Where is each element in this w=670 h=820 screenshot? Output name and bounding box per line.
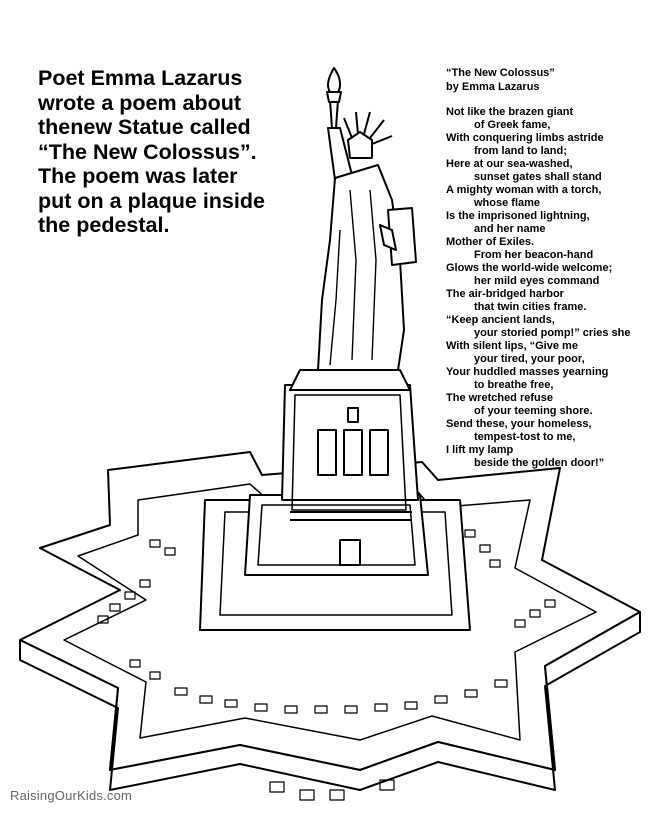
poem-line: “Keep ancient lands, [446, 314, 555, 326]
intro-line: “The New Colossus”. [38, 139, 257, 164]
intro-line: the pedestal. [38, 213, 170, 237]
pedestal-base [200, 495, 470, 630]
poem-line: sunset gates shall stand [474, 171, 602, 183]
poem-line: Mother of Exiles. [446, 236, 535, 248]
poem-line: Here at our sea-washed, [446, 158, 573, 170]
intro-line: thenew Statue called [38, 115, 251, 139]
statue-figure [318, 68, 416, 370]
poem-line: that twin cities frame. [474, 301, 587, 313]
poem-line: Not like the brazen giant [446, 106, 574, 118]
poem-line: A mighty woman with a torch, [446, 184, 602, 196]
poem-line: The air-bridged harbor [446, 288, 564, 300]
poem-line: your storied pomp!” cries she [474, 327, 631, 339]
poem-line: Send these, your homeless, [446, 418, 592, 430]
pedestal-tower [282, 370, 418, 520]
poem-line: Is the imprisoned lightning, [446, 210, 590, 222]
poem-line: whose flame [474, 197, 541, 209]
poem-line: to breathe free, [474, 379, 554, 391]
poem-line: of your teeming shore. [474, 405, 593, 417]
poem-line: From her beacon-hand [474, 249, 594, 261]
poem-line: The wretched refuse [446, 392, 553, 404]
poem-line: from land to land; [474, 145, 567, 157]
poem-line: beside the golden door!” [474, 457, 605, 469]
poem-line: Your huddled masses yearning [446, 366, 609, 378]
site-watermark: RaisingOurKids.com [10, 788, 133, 803]
poem-line: I lift my lamp [446, 444, 514, 456]
poem-title: “The New Colossus” [446, 67, 555, 79]
poem-line: of Greek fame, [474, 119, 551, 131]
intro-line: Poet Emma Lazarus [38, 66, 243, 90]
poem-line: and her name [474, 223, 546, 235]
poem-line: With silent lips, “Give me [446, 340, 578, 352]
intro-line: The poem was later [38, 164, 238, 188]
poem-line: her mild eyes command [474, 275, 600, 287]
intro-line: put on a plaque inside [38, 188, 265, 213]
poem-line: With conquering limbs astride [446, 132, 604, 144]
poem-line: your tired, your poor, [474, 353, 585, 365]
poem-line: tempest-tost to me, [474, 431, 576, 443]
poem-author: by Emma Lazarus [446, 81, 540, 93]
poem-line: Glows the world-wide welcome; [446, 262, 613, 274]
intro-line: wrote a poem about [38, 90, 242, 115]
